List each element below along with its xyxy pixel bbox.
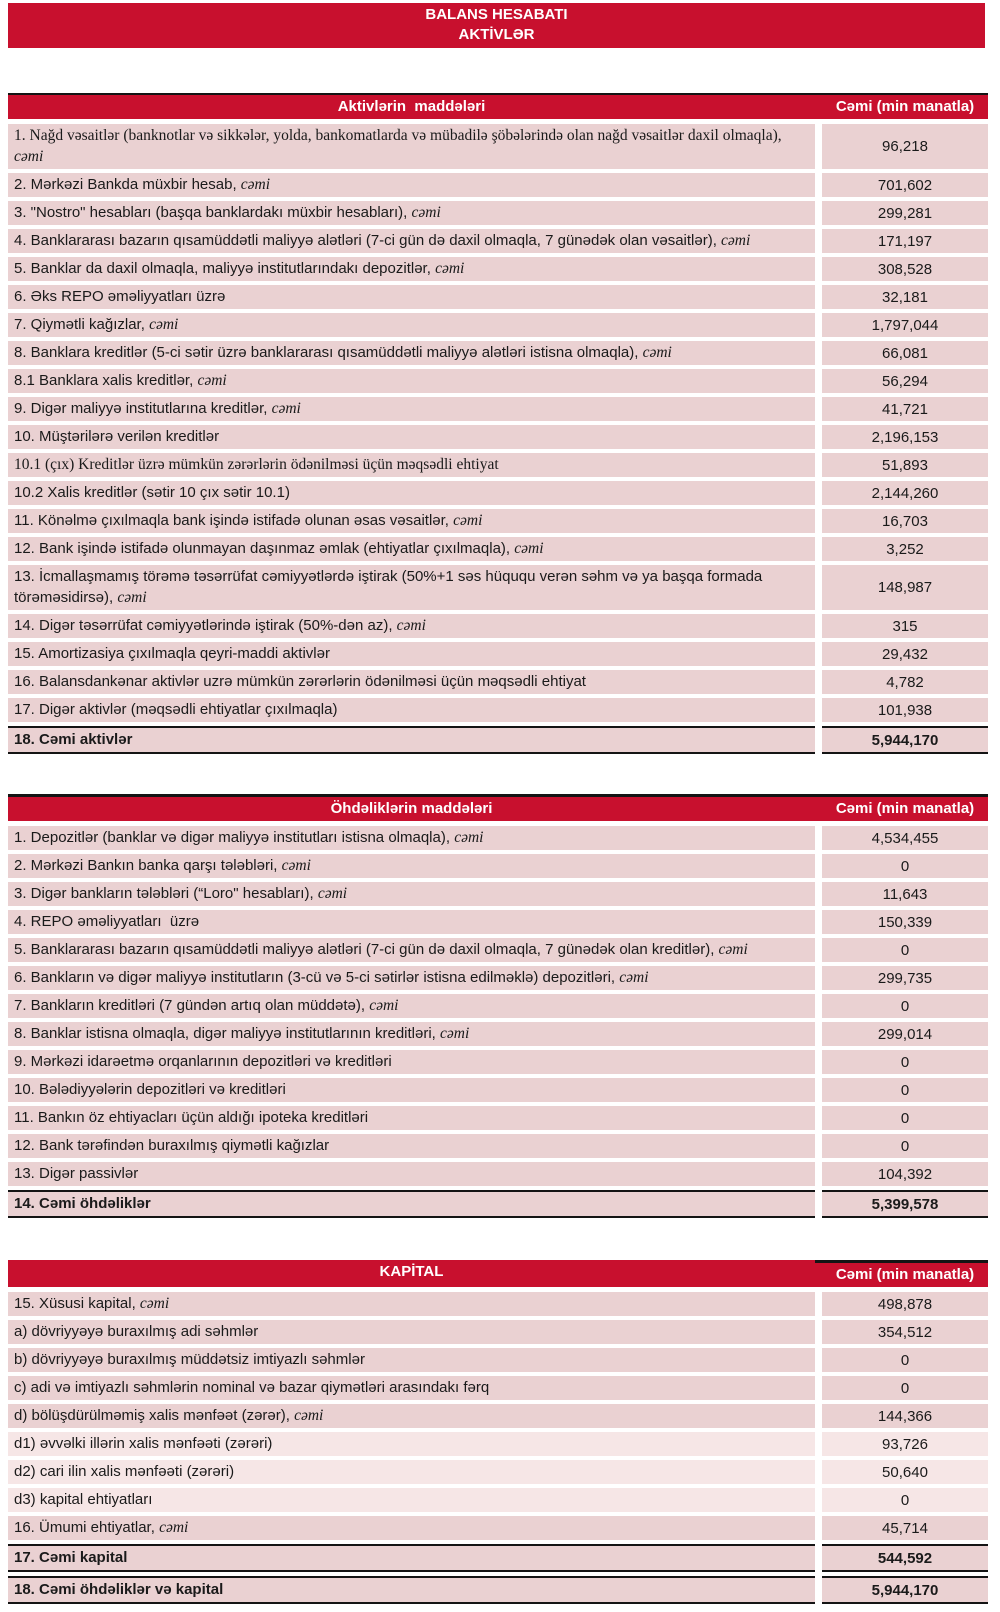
row-label-text: 6. Əks REPO əməliyyatları üzrə: [14, 288, 226, 305]
column-divider: [815, 698, 822, 722]
table-row: [8, 642, 988, 666]
row-label-suffix: cəmi: [718, 941, 748, 958]
table-row: [8, 369, 988, 393]
row-label-text: 10. Bələdiyyələrin depozitləri və kreditləri: [14, 1081, 286, 1098]
column-divider: [815, 826, 822, 850]
table-row: [8, 1544, 988, 1572]
liabilities-table: [8, 794, 988, 1218]
table-row: [8, 453, 988, 477]
row-label: [8, 229, 815, 253]
table-row: [8, 1404, 988, 1428]
row-label-text: 1. Nağd vəsaitlər (banknotlar və sikkələr, yolda, bankomatlarda və mübadilə şöbələrində olan nağd vəsaitlər daxil olmaqla),: [14, 127, 782, 144]
row-label-suffix: cəmi: [317, 885, 348, 902]
column-divider: [815, 1544, 822, 1572]
column-divider: [815, 537, 822, 561]
column-divider: [815, 124, 822, 169]
row-label: [8, 882, 815, 906]
row-label-text: 12. Bank işində istifadə olunmayan daşınmaz əmlak (ehtiyatlar çıxılmaqla),: [14, 540, 511, 557]
table-row: [8, 1460, 988, 1484]
row-value: 66,081: [822, 341, 988, 365]
column-header-items: KAPİTAL: [8, 1260, 815, 1287]
row-label: [8, 124, 815, 169]
report-title: BALANS HESABATI: [425, 6, 568, 23]
row-label-text: b) dövriyyəyə buraxılmış müddətsiz imtiyazlı səhmlər: [14, 1351, 365, 1368]
row-label: [8, 614, 815, 638]
row-label-suffix: cəmi: [149, 316, 179, 333]
row-label-suffix: cəmi: [271, 400, 301, 417]
row-label: [8, 285, 815, 309]
table-row: [8, 670, 988, 694]
row-value: 56,294: [822, 369, 988, 393]
row-value: 0: [822, 1106, 988, 1130]
column-divider: [815, 285, 822, 309]
row-label: [8, 1404, 815, 1428]
row-label-suffix: cəmi: [159, 1519, 189, 1536]
row-label-text: 11. Könəlmə çıxılmaqla bank işində istifadə olunan əsas vəsaitlər,: [14, 512, 449, 529]
row-label-text: 3. "Nostro" hesabları (başqa banklardakı müxbir hesabları),: [14, 204, 408, 221]
row-label: [8, 173, 815, 197]
table-row: [8, 1292, 988, 1316]
row-label: [8, 1432, 815, 1456]
row-label-suffix: cəmi: [117, 589, 147, 606]
row-label: [8, 1134, 815, 1158]
row-value: 2,196,153: [822, 425, 988, 449]
row-label: [8, 481, 815, 505]
table-row: [8, 882, 988, 906]
column-divider: [815, 1348, 822, 1372]
row-value: 0: [822, 994, 988, 1018]
row-label-text: 1. Depozitlər (banklar və digər maliyyə institutları istisna olmaqla),: [14, 829, 451, 846]
row-label: [8, 1078, 815, 1102]
row-label-text: 13. İcmallaşmamış törəmə təsərrüfat cəmiyyətlərdə iştirak (50%+1 səs hüququ verən səhm və ya başqa formada törəməsidirsə),: [14, 568, 763, 606]
table-row: [8, 481, 988, 505]
table-row: [8, 1162, 988, 1186]
column-divider: [815, 1162, 822, 1186]
report-subtitle: AKTİVLƏR: [458, 26, 535, 43]
table-row: [8, 537, 988, 561]
column-divider: [815, 453, 822, 477]
row-label-text: 5. Banklararası bazarın qısamüddətli maliyyə alətləri (7-ci gün də daxil olmaqla, 7 günədək olan kreditlər),: [14, 941, 715, 958]
column-divider: [815, 1460, 822, 1484]
row-label: [8, 1320, 815, 1344]
column-divider: [815, 1078, 822, 1102]
column-divider: [815, 1022, 822, 1046]
row-value: 41,721: [822, 397, 988, 421]
row-value: 4,782: [822, 670, 988, 694]
column-divider: [815, 726, 822, 754]
row-value: 171,197: [822, 229, 988, 253]
row-label-text: 18. Cəmi öhdəliklər və kapital: [14, 1581, 224, 1598]
table-row: [8, 726, 988, 754]
column-divider: [815, 1404, 822, 1428]
column-divider: [815, 614, 822, 638]
table-row: [8, 397, 988, 421]
row-value: 299,281: [822, 201, 988, 225]
row-label: [8, 341, 815, 365]
column-divider: [815, 1292, 822, 1316]
row-label-text: 5. Banklar da daxil olmaqla, maliyyə institutlarındakı depozitlər,: [14, 260, 431, 277]
row-label: [8, 1544, 815, 1572]
column-divider: [815, 1134, 822, 1158]
column-header-total: Cəmi (min manatla): [822, 1260, 988, 1287]
row-value: 96,218: [822, 124, 988, 169]
row-label-text: 16. Ümumi ehtiyatlar,: [14, 1519, 155, 1536]
row-value: 354,512: [822, 1320, 988, 1344]
table-row: [8, 1348, 988, 1372]
row-label: [8, 1050, 815, 1074]
table-row: [8, 257, 988, 281]
table-row: [8, 1134, 988, 1158]
table-row: [8, 1022, 988, 1046]
tables-container: [8, 93, 988, 1604]
row-label-text: 8. Banklar istisna olmaqla, digər maliyyə institutlarının kreditləri,: [14, 1025, 436, 1042]
row-label: [8, 826, 815, 850]
row-label: [8, 726, 815, 754]
table-row: [8, 1190, 988, 1218]
row-label-suffix: cəmi: [369, 997, 399, 1014]
row-label: [8, 966, 815, 990]
column-header-items: Aktivlərin maddələri: [8, 95, 815, 119]
row-value: 0: [822, 1348, 988, 1372]
row-value: 45,714: [822, 1516, 988, 1540]
table-row: [8, 1488, 988, 1512]
row-label: [8, 397, 815, 421]
row-value: 701,602: [822, 173, 988, 197]
column-divider: [815, 910, 822, 934]
table-row: [8, 910, 988, 934]
row-label: [8, 938, 815, 962]
table-row: [8, 341, 988, 365]
row-label-text: 16. Balansdankənar aktivlər uzrə mümkün zərərlərin ödənilməsi üçün məqsədli ehtiyat: [14, 673, 586, 690]
column-divider: [815, 1516, 822, 1540]
table-row: [8, 425, 988, 449]
row-label-suffix: cəmi: [454, 829, 484, 846]
column-divider: [815, 425, 822, 449]
row-label-text: c) adi və imtiyazlı səhmlərin nominal və bazar qiymətləri arasındakı fərq: [14, 1379, 490, 1396]
row-label: [8, 670, 815, 694]
row-label-suffix: cəmi: [197, 372, 227, 389]
row-label-text: 2. Mərkəzi Bankın banka qarşı tələbləri,: [14, 857, 278, 874]
row-label: [8, 565, 815, 610]
row-value: 0: [822, 854, 988, 878]
row-value: 3,252: [822, 537, 988, 561]
row-label: [8, 1376, 815, 1400]
row-value: 101,938: [822, 698, 988, 722]
row-label-suffix: cəmi: [440, 1025, 470, 1042]
row-value: 50,640: [822, 1460, 988, 1484]
row-label-text: 8. Banklara kreditlər (5-ci sətir üzrə banklararası qısamüddətli maliyyə alətləri istisna olmaqla),: [14, 344, 639, 361]
row-value: 4,534,455: [822, 826, 988, 850]
table-row: [8, 1432, 988, 1456]
row-label-text: 14. Cəmi öhdəliklər: [14, 1195, 151, 1212]
row-label-text: 15. Amortizasiya çıxılmaqla qeyri-maddi aktivlər: [14, 645, 330, 662]
row-label-text: 12. Bank tərəfindən buraxılmış qiymətli kağızlar: [14, 1137, 330, 1154]
row-label-suffix: cəmi: [514, 540, 544, 557]
table-row: [8, 1516, 988, 1540]
row-label: [8, 313, 815, 337]
assets-table: [8, 93, 988, 754]
row-label: [8, 1576, 815, 1604]
row-value: 144,366: [822, 1404, 988, 1428]
table-row: [8, 698, 988, 722]
column-divider: [815, 313, 822, 337]
table-row: [8, 124, 988, 169]
row-label-suffix: cəmi: [619, 969, 649, 986]
column-divider: [815, 1260, 822, 1287]
row-label-suffix: cəmi: [240, 176, 271, 193]
column-divider: [815, 1106, 822, 1130]
row-label: [8, 453, 815, 477]
row-label-suffix: cəmi: [14, 148, 44, 165]
table-row: [8, 1320, 988, 1344]
column-divider: [815, 1320, 822, 1344]
column-divider: [815, 994, 822, 1018]
column-divider: [815, 341, 822, 365]
row-label-suffix: cəmi: [411, 204, 441, 221]
row-label-suffix: cəmi: [435, 260, 465, 277]
column-divider: [815, 797, 822, 821]
row-label: [8, 201, 815, 225]
row-label: [8, 257, 815, 281]
column-divider: [815, 257, 822, 281]
column-divider: [815, 1190, 822, 1218]
row-label-suffix: cəmi: [453, 512, 483, 529]
row-label-text: 8.1 Banklara xalis kreditlər,: [14, 372, 194, 389]
row-value: 29,432: [822, 642, 988, 666]
row-label: [8, 642, 815, 666]
column-divider: [815, 1488, 822, 1512]
row-value: 0: [822, 1050, 988, 1074]
column-divider: [815, 1576, 822, 1604]
row-label-text: 7. Qiymətli kağızlar,: [14, 316, 145, 333]
row-label: [8, 1348, 815, 1372]
column-divider: [815, 1432, 822, 1456]
row-value: 5,399,578: [822, 1190, 988, 1218]
row-label-suffix: cəmi: [721, 232, 751, 249]
table-row: [8, 994, 988, 1018]
table-row: [8, 614, 988, 638]
row-value: 299,014: [822, 1022, 988, 1046]
column-divider: [815, 854, 822, 878]
row-value: 104,392: [822, 1162, 988, 1186]
row-value: 5,944,170: [822, 1576, 988, 1604]
table-row: [8, 1050, 988, 1074]
row-value: 1,797,044: [822, 313, 988, 337]
row-label: [8, 1162, 815, 1186]
row-label-suffix: cəmi: [139, 1295, 170, 1312]
column-divider: [815, 966, 822, 990]
table-row: [8, 173, 988, 197]
row-value: 308,528: [822, 257, 988, 281]
row-label-text: 17. Cəmi kapital: [14, 1549, 128, 1566]
row-label-text: d2) cari ilin xalis mənfəəti (zərəri): [14, 1463, 235, 1480]
row-label-text: d) bölüşdürülməmiş xalis mənfəət (zərər),: [14, 1407, 290, 1424]
table-row: [8, 1078, 988, 1102]
assets-header-row: [8, 93, 988, 119]
row-label-text: 13. Digər passivlər: [14, 1165, 139, 1182]
row-value: 148,987: [822, 565, 988, 610]
column-header-items: Öhdəliklərin maddələri: [8, 797, 815, 821]
row-value: 315: [822, 614, 988, 638]
row-label-text: 6. Bankların və digər maliyyə institutların (3-cü və 5-ci sətirlər istisna edilməklə) depozitləri,: [14, 969, 616, 986]
row-value: 51,893: [822, 453, 988, 477]
column-divider: [815, 397, 822, 421]
table-row: [8, 313, 988, 337]
row-label-text: d3) kapital ehtiyatları: [14, 1491, 153, 1508]
row-value: 498,878: [822, 1292, 988, 1316]
row-label-text: 10.1 (çıx) Kreditlər üzrə mümkün zərərlərin ödənilməsi üçün məqsədli ehtiyat: [14, 456, 499, 473]
row-value: 0: [822, 1134, 988, 1158]
table-row: [8, 229, 988, 253]
row-label-text: 2. Mərkəzi Bankda müxbir hesab,: [14, 176, 237, 193]
column-divider: [815, 938, 822, 962]
row-label-text: 3. Digər bankların tələbləri (“Loro" hesabları),: [14, 885, 314, 902]
table-row: [8, 1106, 988, 1130]
row-label-text: 10.2 Xalis kreditlər (sətir 10 çıx sətir 10.1): [14, 484, 290, 501]
column-divider: [815, 95, 822, 119]
column-divider: [815, 481, 822, 505]
row-label-text: 9. Mərkəzi idarəetmə orqanlarının depozitləri və kreditləri: [14, 1053, 392, 1070]
row-label-text: 15. Xüsusi kapital,: [14, 1295, 136, 1312]
row-label: [8, 425, 815, 449]
row-label: [8, 1460, 815, 1484]
column-divider: [815, 565, 822, 610]
row-label: [8, 509, 815, 533]
row-label: [8, 1190, 815, 1218]
row-label: [8, 1022, 815, 1046]
row-label-text: 10. Müştərilərə verilən kreditlər: [14, 428, 220, 445]
row-value: 2,144,260: [822, 481, 988, 505]
row-label-text: 18. Cəmi aktivlər: [14, 731, 133, 748]
row-label-text: 17. Digər aktivlər (məqsədli ehtiyatlar çıxılmaqla): [14, 701, 338, 718]
row-label: [8, 1292, 815, 1316]
report-banner: [8, 3, 985, 48]
column-divider: [815, 670, 822, 694]
row-value: 93,726: [822, 1432, 988, 1456]
table-row: [8, 285, 988, 309]
row-label-text: 11. Bankın öz ehtiyacları üçün aldığı ipoteka kreditləri: [14, 1109, 369, 1126]
row-value: 11,643: [822, 882, 988, 906]
column-divider: [815, 509, 822, 533]
row-value: 0: [822, 938, 988, 962]
row-label-text: 7. Bankların kreditləri (7 gündən artıq olan müddətə),: [14, 997, 366, 1014]
column-divider: [815, 201, 822, 225]
row-label: [8, 910, 815, 934]
row-label: [8, 698, 815, 722]
column-divider: [815, 369, 822, 393]
column-header-total: Cəmi (min manatla): [822, 797, 988, 821]
row-label-text: 4. REPO əməliyyatları üzrə: [14, 913, 200, 930]
table-row: [8, 1376, 988, 1400]
row-label-text: 9. Digər maliyyə institutlarına kreditlər,: [14, 400, 268, 417]
row-value: 0: [822, 1078, 988, 1102]
row-label: [8, 369, 815, 393]
table-row: [8, 854, 988, 878]
row-value: 0: [822, 1376, 988, 1400]
column-divider: [815, 1376, 822, 1400]
capital-header-row: [8, 1260, 988, 1287]
table-row: [8, 1576, 988, 1604]
row-label: [8, 1516, 815, 1540]
table-row: [8, 565, 988, 610]
row-label-suffix: cəmi: [294, 1407, 324, 1424]
row-label-text: a) dövriyyəyə buraxılmış adi səhmlər: [14, 1323, 259, 1340]
row-label-text: 14. Digər təsərrüfat cəmiyyətlərində iştirak (50%-dən az),: [14, 617, 393, 634]
row-label: [8, 854, 815, 878]
column-divider: [815, 642, 822, 666]
table-row: [8, 826, 988, 850]
column-header-total: Cəmi (min manatla): [822, 95, 988, 119]
row-value: 32,181: [822, 285, 988, 309]
table-row: [8, 938, 988, 962]
column-divider: [815, 173, 822, 197]
table-row: [8, 966, 988, 990]
column-divider: [815, 882, 822, 906]
table-row: [8, 201, 988, 225]
capital-table: [8, 1260, 988, 1604]
row-label-text: d1) əvvəlki illərin xalis mənfəəti (zərəri): [14, 1435, 273, 1452]
column-divider: [815, 1050, 822, 1074]
row-label-text: 4. Banklararası bazarın qısamüddətli maliyyə alətləri (7-ci gün də daxil olmaqla, 7 günədək olan vəsaitlər),: [14, 232, 717, 249]
table-row: [8, 509, 988, 533]
row-label: [8, 1106, 815, 1130]
column-divider: [815, 229, 822, 253]
row-label-suffix: cəmi: [281, 857, 311, 874]
row-value: 0: [822, 1488, 988, 1512]
row-value: 5,944,170: [822, 726, 988, 754]
row-label-suffix: cəmi: [642, 344, 672, 361]
row-label-suffix: cəmi: [396, 617, 426, 634]
row-label: [8, 994, 815, 1018]
row-value: 544,592: [822, 1544, 988, 1572]
row-label: [8, 537, 815, 561]
liabilities-header-row: [8, 794, 988, 821]
row-value: 150,339: [822, 910, 988, 934]
row-label: [8, 1488, 815, 1512]
row-value: 299,735: [822, 966, 988, 990]
row-value: 16,703: [822, 509, 988, 533]
